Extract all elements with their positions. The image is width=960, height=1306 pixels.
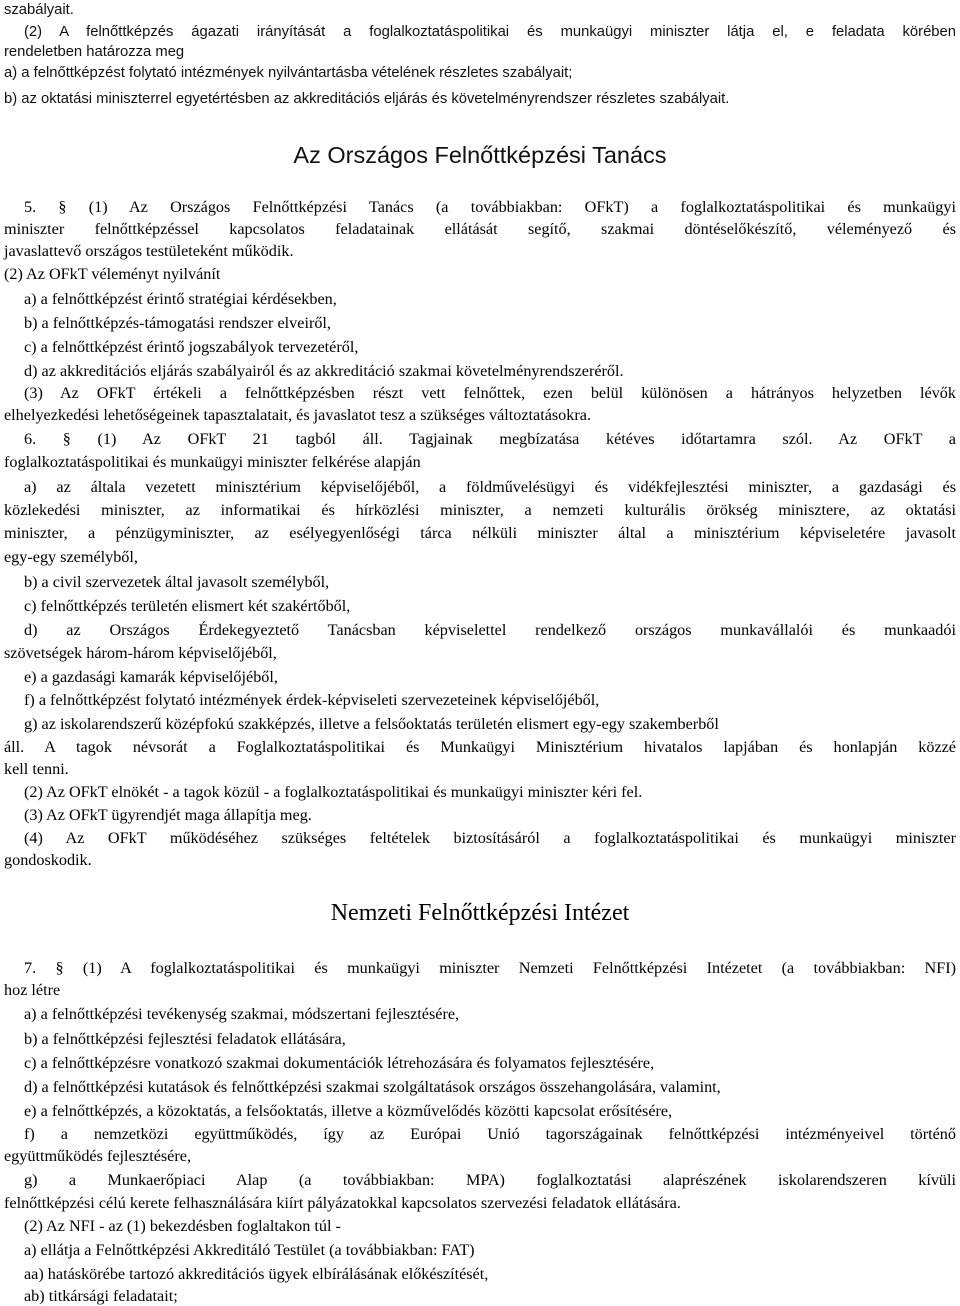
- text-line: szabályait.: [4, 2, 74, 18]
- text-line: együttműködés fejlesztésére,: [4, 1147, 191, 1165]
- text-line: b) az oktatási miniszterrel egyetértésben az akkreditációs eljárás és követelményrendszer részletes szabályait.: [4, 91, 730, 107]
- text-line: d) az Országos Érdekegyeztető Tanácsban képviselettel rendelkező országos munkavállalói és munkaadói: [24, 621, 956, 639]
- text-line: kell tenni.: [4, 760, 69, 778]
- text-line: 7. § (1) A foglalkoztatáspolitikai és munkaügyi miniszter Nemzeti Felnőttképzési Intézetet (a továbbiakban: NFI): [24, 959, 956, 977]
- text-line: egy-egy személyből,: [4, 548, 138, 566]
- text-line: (2) A felnőttképzés ágazati irányítását a foglalkoztatáspolitikai és munkaügyi miniszter látja el, e feladata körében: [24, 24, 956, 40]
- text-line: áll. A tagok névsorát a Foglalkoztatáspolitikai és Munkaügyi Minisztérium hivatalos lapjában és honlapján közzé: [4, 738, 956, 756]
- text-line: (3) Az OFkT ügyrendjét maga állapítja meg.: [24, 806, 312, 824]
- text-line: a) a felnőttképzési tevékenység szakmai, módszertani fejlesztésére,: [24, 1005, 460, 1023]
- text-line: aa) hatáskörébe tartozó akkreditációs ügyek elbírálásának előkészítését,: [24, 1265, 489, 1283]
- text-line: c) a felnőttképzésre vonatkozó szakmai dokumentációk létrehozására és folyamatos fejlesztésére,: [24, 1054, 655, 1072]
- text-line: ab) titkársági feladatait;: [24, 1287, 178, 1305]
- text-line: miniszter, a pénzügyminiszter, az esélyegyenlőségi tárca nélküli miniszter által a minisztérium képviseletére javasolt: [4, 524, 956, 542]
- text-line: javaslattevő országos testületeként működik.: [4, 242, 294, 260]
- text-line: felnőttképzési célú kerete felhasználására kiírt pályázatokkal kapcsolatos szervezési feladatok ellátására.: [4, 1194, 681, 1212]
- text-line: c) felnőttképzés területén elismert két szakértőből,: [24, 597, 351, 615]
- text-line: b) a felnőttképzés-támogatási rendszer elveiről,: [24, 314, 331, 332]
- text-line: 5. § (1) Az Országos Felnőttképzési Tanács (a továbbiakban: OFkT) a foglalkoztatáspolitikai és munkaügyi: [24, 198, 956, 216]
- text-line: rendeletben határozza meg: [4, 44, 185, 60]
- text-line: (2) Az OFkT véleményt nyilvánít: [4, 265, 221, 283]
- text-line: b) a felnőttképzési fejlesztési feladatok ellátására,: [24, 1030, 346, 1048]
- text-line: (2) Az OFkT elnökét - a tagok közül - a foglalkoztatáspolitikai és munkaügyi miniszter kéri fel.: [24, 783, 643, 801]
- text-line: d) az akkreditációs eljárás szabályairól és az akkreditáció szakmai követelményrendszeréről.: [24, 362, 624, 380]
- text-line: c) a felnőttképzést érintő jogszabályok tervezetéről,: [24, 338, 359, 356]
- section-heading: Nemzeti Felnőttképzési Intézet: [330, 900, 630, 926]
- text-line: f) a nemzetközi együttműködés, így az Európai Unió tagországainak felnőttképzési intézményeivel történő: [24, 1125, 956, 1143]
- text-line: közlekedési miniszter, az informatikai és hírközlési miniszter, a nemzeti kulturális örökség minisztere, az oktatási: [4, 501, 956, 519]
- text-line: (4) Az OFkT működéséhez szükséges feltételek biztosításáról a foglalkoztatáspolitikai és munkaügyi miniszter: [24, 829, 956, 847]
- text-line: e) a gazdasági kamarák képviselőjéből,: [24, 668, 278, 686]
- text-line: szövetségek három-három képviselőjéből,: [4, 644, 277, 662]
- text-line: elhelyezkedési lehetőségeinek tapasztalatait, és javaslatot tesz a szükséges változtatásokra.: [4, 406, 591, 424]
- text-line: g) a Munkaerőpiaci Alap (a továbbiakban: MPA) foglalkoztatási alaprészének iskolarendszeren kívüli: [24, 1171, 956, 1189]
- text-line: a) a felnőttképzést érintő stratégiai kérdésekben,: [24, 290, 337, 308]
- text-line: g) az iskolarendszerű középfokú szakképzés, illetve a felsőoktatás területén elismert egy-egy szakemberből: [24, 715, 719, 733]
- text-line: gondoskodik.: [4, 851, 92, 869]
- text-line: e) a felnőttképzés, a közoktatás, a felsőoktatás, illetve a közművelődés közötti kapcsolat erősítésére,: [24, 1102, 673, 1120]
- text-line: f) a felnőttképzést folytató intézmények érdek-képviseleti szervezeteinek képviselőjéből,: [24, 691, 600, 709]
- text-line: (2) Az NFI - az (1) bekezdésben foglaltakon túl -: [24, 1217, 341, 1235]
- text-line: d) a felnőttképzési kutatások és felnőttképzési szakmai szolgáltatások országos összehangolására, valamint,: [24, 1078, 721, 1096]
- section-heading: Az Országos Felnőttképzési Tanács: [293, 142, 667, 168]
- text-line: 6. § (1) Az OFkT 21 tagból áll. Tagjainak megbízatása kétéves időtartamra szól. Az OFkT a: [24, 430, 956, 448]
- text-line: a) ellátja a Felnőttképzési Akkreditáló Testület (a továbbiakban: FAT): [24, 1241, 475, 1259]
- text-line: a) az általa vezetett minisztérium képviselőjéből, a földművelésügyi és vidékfejlesztési miniszter, a gazdasági és: [24, 478, 956, 496]
- text-line: miniszter felnőttképzéssel kapcsolatos feladatainak ellátását segítő, szakmai döntéselőkészítő, véleményező és: [4, 220, 956, 238]
- text-line: a) a felnőttképzést folytató intézmények nyilvántartásba vételének részletes szabályait;: [4, 65, 573, 81]
- text-line: hoz létre: [4, 981, 61, 999]
- text-line: foglalkoztatáspolitikai és munkaügyi miniszter felkérése alapján: [4, 453, 421, 471]
- text-line: b) a civil szervezetek által javasolt személyből,: [24, 573, 330, 591]
- text-line: (3) Az OFkT értékeli a felnőttképzésben részt vett felnőttek, ezen belül különösen a hátrányos helyzetben lévők: [24, 384, 956, 402]
